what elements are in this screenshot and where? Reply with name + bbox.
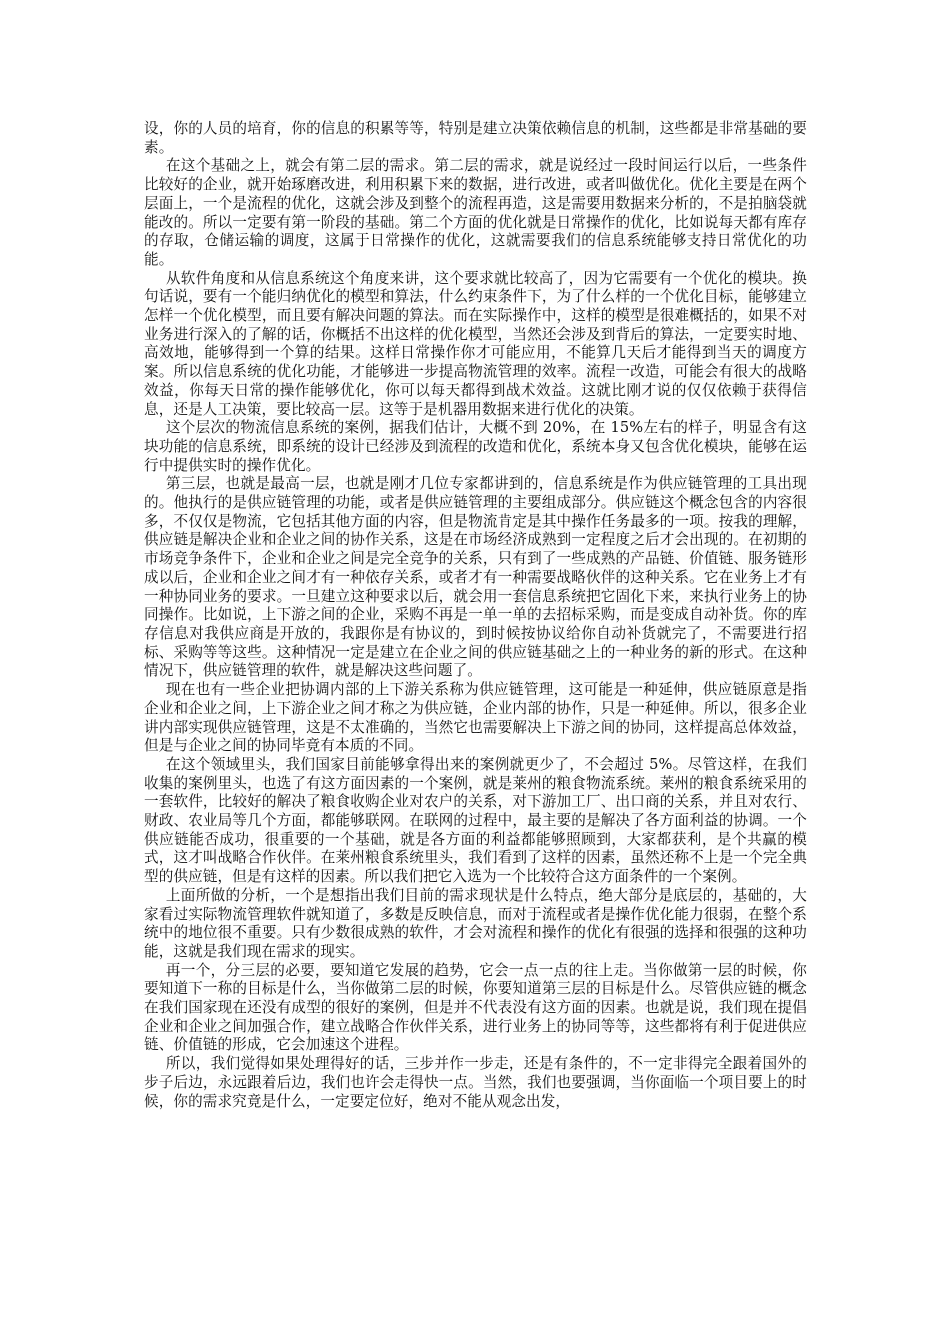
paragraph-9: 再一个，分三层的必要，要知道它发展的趋势，它会一点一点的往上走。当你做第一层的时候，你要知道下一称的目标是什么，当你做第二层的时候，你要知道第三层的目标是什么。尽管供应链的概念在我们国家现在还没有成型的很好的案例，但是并不代表没有这方面的因素。也就是说，我们现在提倡企业和企业之间加强合作，建立战略合作伙伴关系，进行业务上的协同等等，这些都将有利于促进供应链、价值链的形成，它会加速这个进程。 [144, 961, 807, 1054]
paragraph-4: 这个层次的物流信息系统的案例，据我们估计，大概不到 20%，在 15%左右的样子，明显含有这块功能的信息系统，即系统的设计已经涉及到流程的改造和优化，系统本身又包含优化模块，能够在运行中提供实时的操作优化。 [144, 419, 807, 474]
body-text [144, 120, 807, 1111]
paragraph-8: 上面所做的分析，一个是想指出我们目前的需求现状是什么特点，绝大部分是底层的，基础的，大家看过实际物流管理软件就知道了，多数是反映信息，而对于流程或者是操作优化能力很弱，在整个系统中的地位很不重要。只有少数很成熟的软件，才会对流程和操作的优化有很强的选择和很强的这种功能，这就是我们现在需求的现实。 [144, 886, 807, 960]
paragraph-10: 所以，我们觉得如果处理得好的话，三步并作一步走，还是有条件的，不一定非得完全跟着国外的步子后边，永远跟着后边，我们也许会走得快一点。当然，我们也要强调，当你面临一个项目要上的时候，你的需求究竟是什么，一定要定位好，绝对不能从观念出发， [144, 1055, 807, 1110]
paragraph-2: 在这个基础之上，就会有第二层的需求。第二层的需求，就是说经过一段时间运行以后，一些条件比较好的企业，就开始琢磨改进，利用积累下来的数据，进行改进，或者叫做优化。优化主要是在两个层面上，一个是流程的优化，这就会涉及到整个的流程再造，这是需要用数据来分析的，不是拍脑袋就能改的。所以一定要有第一阶段的基础。第二个方面的优化就是日常操作的优化，比如说每天都有库存的存取，仓储运输的调度，这属于日常操作的优化，这就需要我们的信息系统能够支持日常优化的功能。 [144, 157, 807, 268]
paragraph-3: 从软件角度和从信息系统这个角度来讲，这个要求就比较高了，因为它需要有一个优化的模块。换句话说，要有一个能归纳优化的模型和算法，什么约束条件下，为了什么样的一个优化目标，能够建立怎样一个优化模型，而且要有解决问题的算法。而在实际操作中，这样的模型是很难概括的，如果不对业务进行深入的了解的话，你概括不出这样的优化模型，当然还会涉及到背后的算法，一定要实时地、高效地，能够得到一个算的结果。这样日常操作你才可能应用，不能算几天后才能得到当天的调度方案。所以信息系统的优化功能，才能够进一步提高物流管理的效率。流程一改造，可能会有很大的战略效益，你每天日常的操作能够优化，你可以每天都得到战术效益。这就比刚才说的仅仅依赖于获得信息，还是人工决策，要比较高一层。这等于是机器用数据来进行优化的决策。 [144, 269, 807, 418]
paragraph-1: 设，你的人员的培育，你的信息的积累等等，特别是建立决策依赖信息的机制，这些都是非常基础的要素。 [144, 120, 807, 156]
paragraph-5: 第三层，也就是最高一层，也就是刚才几位专家都讲到的，信息系统是作为供应链管理的工具出现的。他执行的是供应链管理的功能，或者是供应链管理的主要组成部分。供应链这个概念包含的内容很多，不仅仅是物流，它包括其他方面的内容，但是物流肯定是其中操作任务最多的一项。按我的理解，供应链是解决企业和企业之间的协作关系，这是在市场经济成熟到一定程度之后才会出现的。在初期的市场竞争条件下，企业和企业之间是完全竞争的关系，只有到了一些成熟的产品链、价值链、服务链形成以后，企业和企业之间才有一种依存关系，或者才有一种需要战略伙伴的这种关系。它在业务上才有一种协同业务的要求。一旦建立这种要求以后，就会用一套信息系统把它固化下来，来执行业务上的协同操作。比如说，上下游之间的企业，采购不再是一单一单的去招标采购，而是变成自动补货。你的库存信息对我供应商是开放的，我跟你是有协议的，到时候按协议给你自动补货就完了，不需要进行招标、采购等等这些。这种情况一定是建立在企业之间的供应链基础之上的一种业务的新的形式。在这种情况下，供应链管理的软件，就是解决这些问题了。 [144, 475, 807, 680]
paragraph-7: 在这个领域里头，我们国家目前能够拿得出来的案例就更少了，不会超过 5%。尽管这样，在我们收集的案例里头，也选了有这方面因素的一个案例，就是莱州的粮食物流系统。莱州的粮食系统采用的一套软件，比较好的解决了粮食收购企业对农户的关系，对下游加工厂、出口商的关系，并且对农行、财政、农业局等几个方面，都能够联网。在联网的过程中，最主要的是解决了各方面利益的协调。一个供应链能否成功，很重要的一个基础，就是各方面的利益都能够照顾到，大家都获利，是个共赢的模式，这才叫战略合作伙伴。在莱州粮食系统里头，我们看到了这样的因素，虽然还称不上是一个完全典型的供应链，但是有这样的因素。所以我们把它入选为一个比较符合这方面条件的一个案例。 [144, 755, 807, 886]
paragraph-6: 现在也有一些企业把协调内部的上下游关系称为供应链管理，这可能是一种延伸，供应链原意是指企业和企业之间，上下游企业之间才称之为供应链，企业内部的协作，只是一种延伸。所以，很多企业讲内部实现供应链管理，这是不太准确的，当然它也需要解决上下游之间的协同，这样提高总体效益，但是与企业之间的协同毕竟有本质的不同。 [144, 681, 807, 755]
